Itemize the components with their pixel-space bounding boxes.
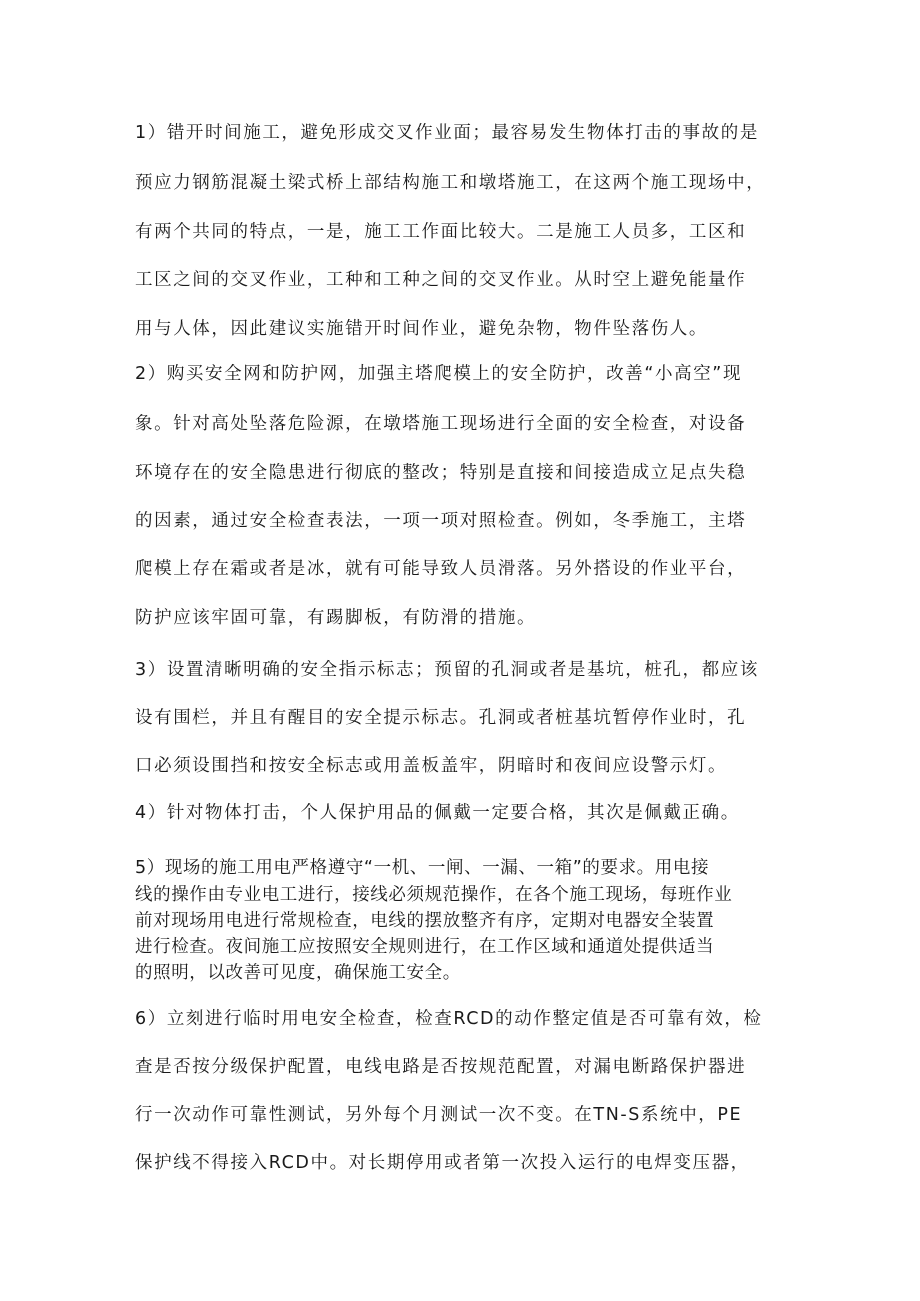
paragraph-line: 预应力钢筋混凝土梁式桥上部结构施工和墩塔施工，在这两个施工现场中， <box>135 173 766 193</box>
paragraph-line: 3）设置清晰明确的安全指示标志；预留的孔洞或者是基坑，桩孔，都应该 <box>135 660 759 680</box>
paragraph-line: 保护线不得接入RCD中。对长期停用或者第一次投入运行的电焊变压器， <box>135 1153 750 1173</box>
paragraph-line: 象。针对高处坠落危险源，在墩塔施工现场进行全面的安全检查，对设备 <box>135 414 747 434</box>
paragraph-line: 5）现场的施工用电严格遵守“一机、一闸、一漏、一箱”的要求。用电接 <box>135 858 710 878</box>
paragraph-line: 行一次动作可靠性测试，另外每个月测试一次不变。在TN-S系统中，PE <box>135 1105 743 1125</box>
paragraph-line: 爬模上存在霜或者是冰，就有可能导致人员滑落。另外搭设的作业平台， <box>135 559 747 579</box>
paragraph-line: 1）错开时间施工，避免形成交叉作业面；最容易发生物体打击的事故的是 <box>135 123 759 143</box>
paragraph-line: 前对现场用电进行常规检查，电线的摆放整齐有序，定期对电器安全装置 <box>135 911 715 931</box>
paragraph-line: 进行检查。夜间施工应按照安全规则进行，在工作区域和通道处提供适当 <box>135 937 715 957</box>
paragraph-line: 6）立刻进行临时用电安全检查，检查RCD的动作整定值是否可靠有效，检 <box>135 1009 763 1029</box>
paragraph-line: 查是否按分级保护配置，电线电路是否按规范配置，对漏电断路保护器进 <box>135 1057 747 1077</box>
paragraph-line: 工区之间的交叉作业，工种和工种之间的交叉作业。从时空上避免能量作 <box>135 270 747 290</box>
paragraph-line: 设有围栏，并且有醒目的安全提示标志。孔洞或者桩基坑暂停作业时，孔 <box>135 708 747 728</box>
paragraph-line: 用与人体，因此建议实施错开时间作业，避免杂物，物件坠落伤人。 <box>135 319 708 339</box>
paragraph-line: 4）针对物体打击，个人保护用品的佩戴一定要合格，其次是佩戴正确。 <box>135 803 740 823</box>
paragraph-line: 有两个共同的特点，一是，施工工作面比较大。二是施工人员多，工区和 <box>135 222 747 242</box>
paragraph-line: 2）购买安全网和防护网，加强主塔爬模上的安全防护，改善“小高空”现 <box>135 364 743 384</box>
paragraph-line: 防护应该牢固可靠，有踢脚板，有防滑的措施。 <box>135 608 537 628</box>
paragraph-line: 环境存在的安全隐患进行彻底的整改；特别是直接和间接造成立足点失稳 <box>135 463 747 483</box>
paragraph-line: 的照明，以改善可见度，确保施工安全。 <box>135 963 461 983</box>
paragraph-line: 线的操作由专业电工进行，接线必须规范操作，在各个施工现场，每班作业 <box>135 885 733 905</box>
paragraph-line: 口必须设围挡和按安全标志或用盖板盖牢，阴暗时和夜间应设警示灯。 <box>135 756 728 776</box>
paragraph-line: 的因素，通过安全检查表法，一项一项对照检查。例如，冬季施工，主塔 <box>135 511 747 531</box>
